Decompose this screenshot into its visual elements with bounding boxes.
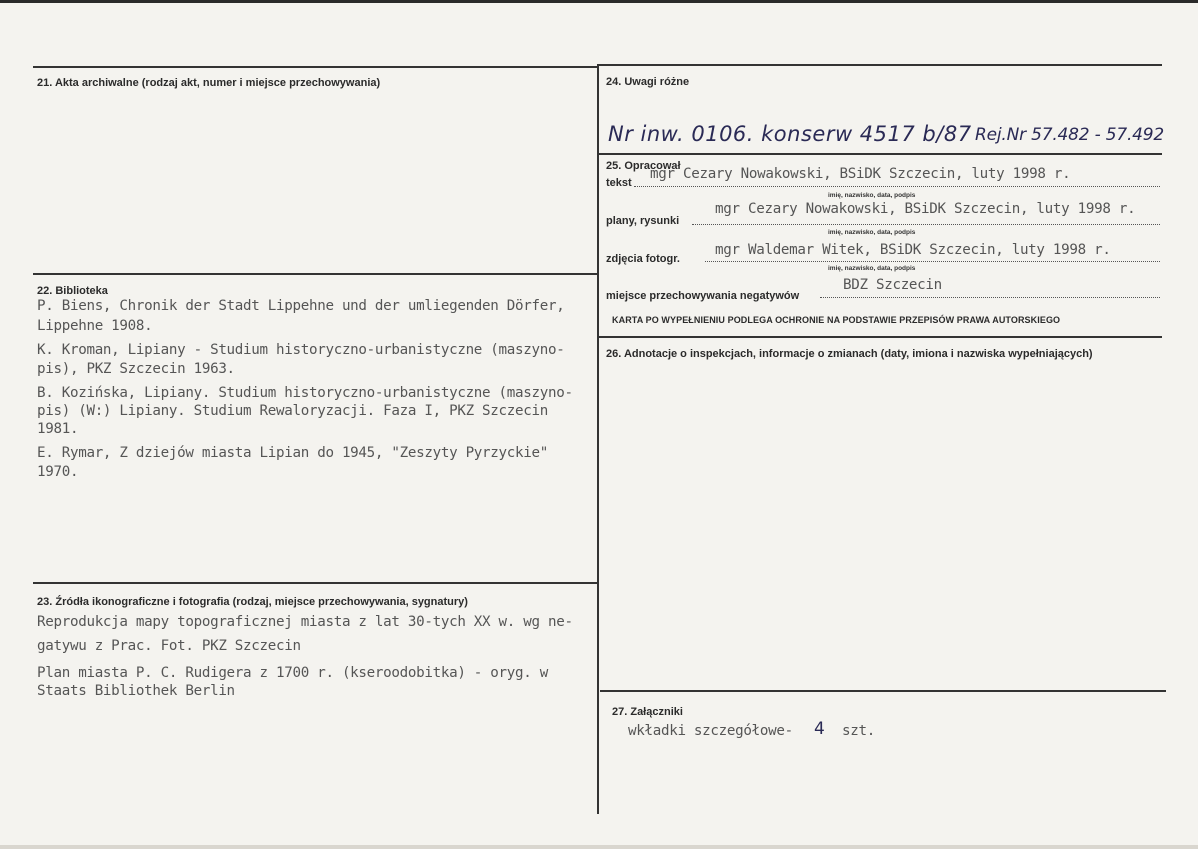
top-rule-left (33, 66, 598, 68)
iconography-line: Plan miasta P. C. Rudigera z 1700 r. (kseroodobitka) - oryg. w (37, 665, 548, 681)
bibliography-line: pis), PKZ Szczecin 1963. (37, 361, 235, 377)
top-rule-right (598, 64, 1162, 66)
attachments-count: 4 (814, 719, 825, 739)
handwritten-inventory-note: Nr inw. 0106. konserw 4517 b/87 (608, 122, 972, 146)
divider-21-22 (33, 273, 598, 275)
attachments-unit: szt. (842, 723, 875, 739)
field-label-plany: plany, rysunki (606, 215, 680, 227)
copyright-notice: KARTA PO WYPEŁNIENIU PODLEGA OCHRONIE NA PODSTAWIE PRZEPISÓW PRAWA AUTORSKIEGO (612, 315, 1061, 325)
author-plans-value: mgr Cezary Nowakowski, BSiDK Szczecin, luty 1998 r. (715, 201, 1136, 217)
divider-24-25 (598, 153, 1162, 155)
bibliography-line: P. Biens, Chronik der Stadt Lippehne und der umliegenden Dörfer, (37, 298, 565, 314)
dotted-line (634, 186, 1160, 187)
section-25-header: 25. Opracował (606, 160, 681, 172)
field-label-tekst: tekst (606, 177, 632, 189)
divider-26-27 (600, 690, 1166, 692)
center-divider (597, 64, 599, 814)
section-22-header: 22. Biblioteka (37, 285, 108, 297)
field-label-zdjecia: zdjęcia fotogr. (606, 253, 680, 265)
dotted-line (705, 261, 1160, 262)
card-bottom-edge (0, 845, 1198, 849)
photographer-value: mgr Waldemar Witek, BSiDK Szczecin, luty 1998 r. (715, 242, 1111, 258)
section-26-header: 26. Adnotacje o inspekcjach, informacje o zmianach (daty, imiona i nazwiska wypełniających) (606, 348, 1093, 360)
bibliography-line: pis) (W:) Lipiany. Studium Rewaloryzacji. Faza I, PKZ Szczecin (37, 403, 548, 419)
iconography-line: Staats Bibliothek Berlin (37, 683, 235, 699)
field-label-negatives: miejsce przechowywania negatywów (606, 290, 800, 302)
divider-25-26 (598, 336, 1162, 338)
bibliography-line: E. Rymar, Z dziejów miasta Lipian do 1945, "Zeszyty Pyrzyckie" (37, 445, 548, 461)
section-23-header: 23. Źródła ikonograficzne i fotografia (rodzaj, miejsce przechowywania, sygnatury) (37, 596, 468, 608)
section-27-header: 27. Załączniki (612, 706, 683, 718)
attachments-text: wkładki szczegółowe- (628, 723, 793, 739)
bibliography-line: 1970. (37, 464, 79, 480)
bibliography-line: B. Kozińska, Lipiany. Studium historyczno-urbanistyczne (maszyno- (37, 385, 573, 401)
iconography-line: gatywu z Prac. Fot. PKZ Szczecin (37, 638, 301, 654)
handwritten-register-note: Rej.Nr 57.482 - 57.492 (975, 125, 1165, 145)
card-top-edge (0, 0, 1198, 3)
iconography-line: Reprodukcja mapy topograficznej miasta z lat 30-tych XX w. wg ne- (37, 614, 573, 630)
bibliography-line: Lippehne 1908. (37, 318, 153, 334)
divider-22-23 (33, 582, 598, 584)
dotted-line (820, 297, 1160, 298)
dotted-line (692, 224, 1160, 225)
negatives-location-value: BDZ Szczecin (843, 277, 942, 293)
section-24-header: 24. Uwagi różne (606, 76, 690, 88)
author-text-value: mgr Cezary Nowakowski, BSiDK Szczecin, luty 1998 r. (650, 166, 1071, 182)
field-caption: imię, nazwisko, data, podpis (828, 229, 916, 236)
bibliography-line: K. Kroman, Lipiany - Studium historyczno-urbanistyczne (maszyno- (37, 342, 565, 358)
section-21-header: 21. Akta archiwalne (rodzaj akt, numer i miejsce przechowywania) (37, 77, 381, 89)
field-caption: imię, nazwisko, data, podpis (828, 192, 916, 199)
bibliography-line: 1981. (37, 421, 79, 437)
field-caption: imię, nazwisko, data, podpis (828, 265, 916, 272)
